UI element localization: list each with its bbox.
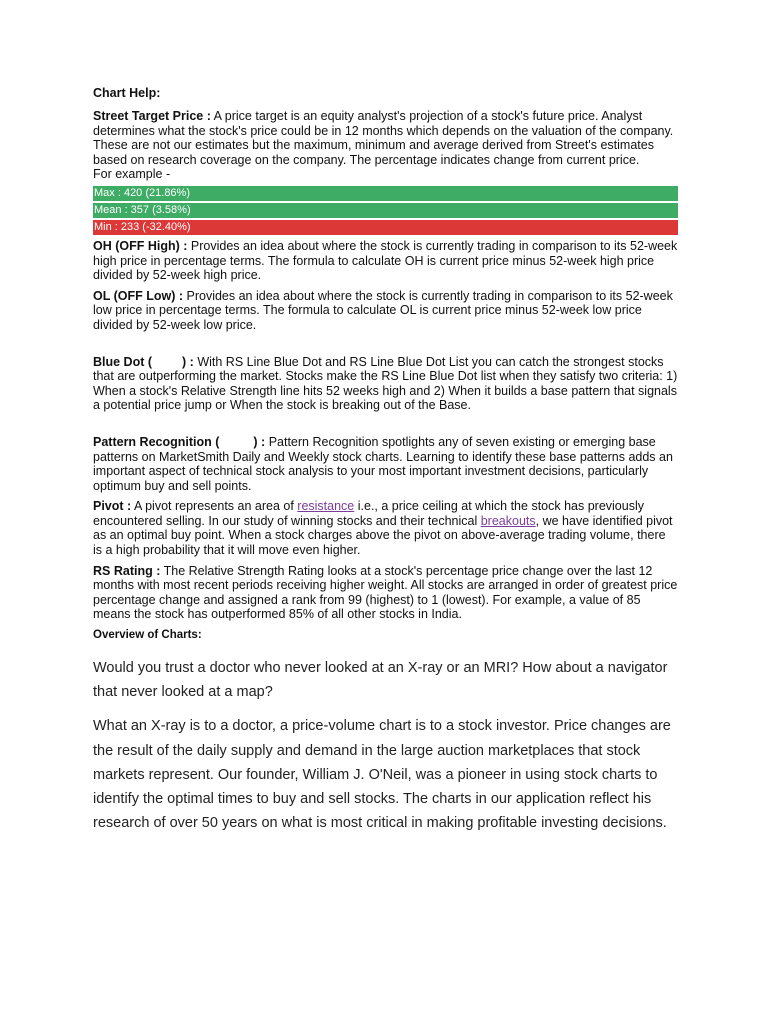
off-low-text: Provides an idea about where the stock is currently trading in comparison to its 52-week low price in percentage terms. The formula to calculate OL is current price minus 52-week low price divided by 52-week low price. [93,288,673,332]
pattern-recognition-label: Pattern Recognition ( ) : [93,434,266,449]
rs-rating-label: RS Rating : [93,563,161,578]
rs-rating-text: The Relative Strength Rating looks at a stock's percentage price change over the last 12 months with most recent periods receiving higher weight. All stocks are arranged in order of greatest price percentage change and assigned a rank from 99 (highest) to 1 (lowest). For example, a value of 85 means the stock has outperformed 85% of all other stocks in India. [93,563,678,622]
target-price-bars [93,186,678,235]
overview-paragraph-1: Would you trust a doctor who never looked at an X-ray or an MRI? How about a navigator that never looked at a map? [93,660,668,701]
resistance-link[interactable]: resistance [297,499,355,514]
off-high-section [93,239,678,283]
blue-dot-label: Blue Dot ( ) : [93,354,194,369]
street-target-text: A price target is an equity analyst's projection of a stock's future price. Analyst determines what the stock's price could be in 12 months which depends on the valuation of the company. These are not our estimates but the maximum, minimum and average derived from Street's estimates based on research coverage on the company. The percentage indicates change from current price. [93,109,674,167]
overview-title: Overview of Charts: [93,629,202,642]
pivot-section: Pivot : A pivot represents an area of resistance i.e., a price ceiling at which the stock has previously encountered selling. In our study of winning stocks and their technical breakouts, we have identified pivot as an optimal buy point. When a stock charges above the pivot on above-average trading volume, there is a high probability that it will move even higher. [93,499,673,558]
overview-paragraph-2: What an X-ray is to a doctor, a price-volume chart is to a stock investor. Price changes are the result of the daily supply and demand in the large auction marketplaces that stock markets represent. Our founder, William J. O'Neil, was a pioneer in using stock charts to identify the optimal times to buy and sell stocks. The charts in our application reflect his research of over 50 years on what is most critical in making profitable investing decisions. [93,718,671,832]
off-low-label: OL (OFF Low) : [93,288,184,303]
pattern-recognition-section [93,435,678,493]
off-high-text: Provides an idea about where the stock is currently trading in comparison to its 52-week high price in percentage terms. The formula to calculate OH is current price minus 52-week high price divided by 52-week high price. [93,238,678,283]
target-mean-bar: Mean : 357 (3.58%) [93,203,678,218]
pattern-recognition-text: Pattern Recognition spotlights any of seven existing or emerging base patterns on MarketSmith Daily and Weekly stock charts. Learning to identify these base patterns adds an important aspect of technical stock analysis to your most important investment decisions, particularly optimum buy and sell points. [93,434,673,493]
rs-rating-section [93,564,678,622]
off-low-section [93,289,678,333]
target-min-bar: Min : 233 (-32.40%) [93,220,678,235]
off-high-label: OH (OFF High) : [93,238,188,253]
chart-help-document [93,86,678,845]
blue-dot-text: With RS Line Blue Dot and RS Line Blue Dot List you can catch the strongest stocks that are outperforming the market. Stocks make the RS Line Blue Dot list when they satisfy two criteria: 1) When a stock's Relative Strength line hits 52 weeks high and 2) When it builds a base pattern that signals a potential price jump or When the stock is breaking out of the Base. [93,354,678,413]
pivot-label: Pivot : [93,499,132,514]
blue-dot-section [93,355,678,413]
breakouts-link[interactable]: breakouts [480,513,536,528]
example-label: For example - [93,167,171,182]
street-target-label: Street Target Price : [93,109,211,123]
target-max-bar: Max : 420 (21.86%) [93,186,678,201]
chart-help-title: Chart Help: [93,86,161,100]
street-target-section [93,109,678,182]
